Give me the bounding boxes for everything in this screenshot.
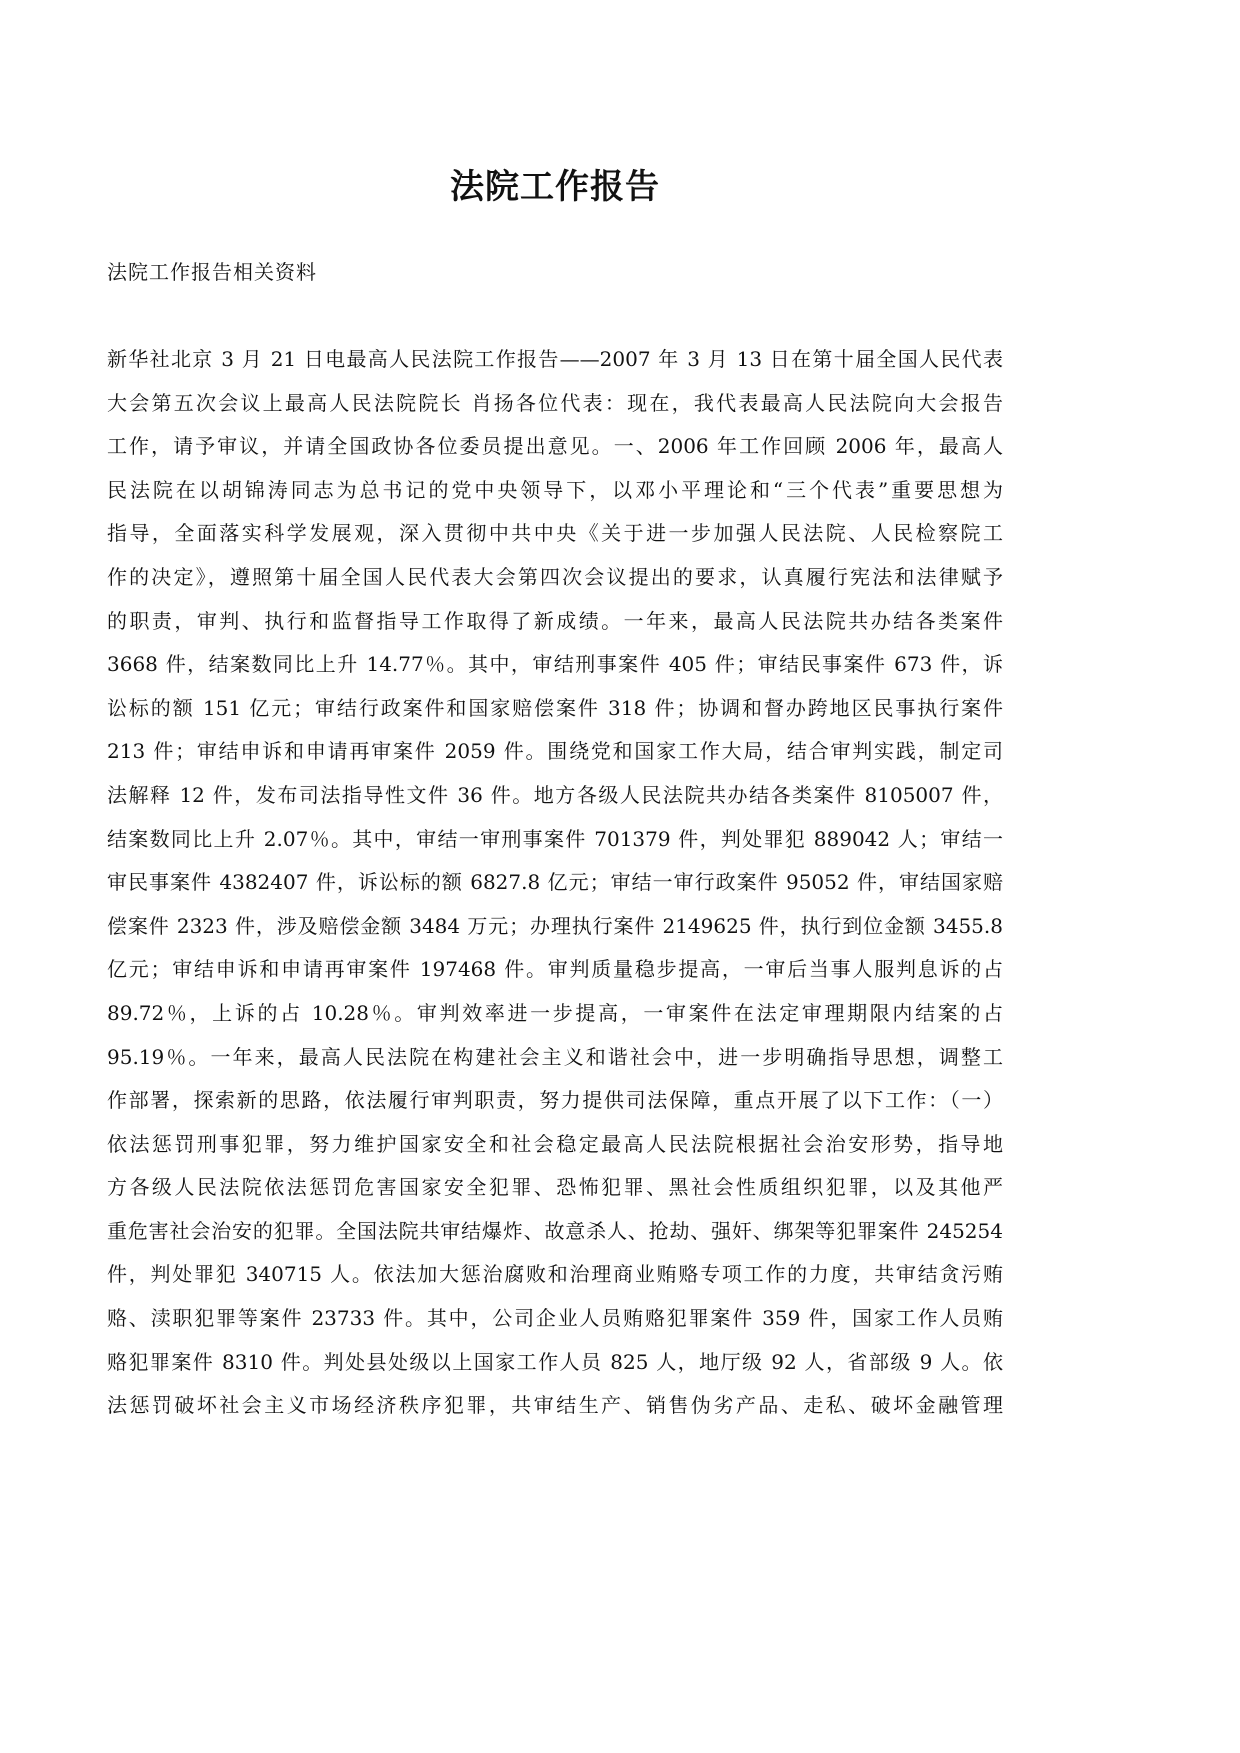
body-line: 法惩罚破坏社会主义市场经济秩序犯罪，共审结生产、销售伪劣产品、走私、破坏金融管理 <box>107 1393 1003 1418</box>
body-line: 结案数同比上升 2.07％。其中，审结一审刑事案件 701379 件，判处罪犯 889042 人；审结一 <box>107 826 1003 851</box>
body-line: 213 件；审结申诉和申请再审案件 2059 件。围绕党和国家工作大局，结合审判实践，制定司 <box>107 739 1003 764</box>
body-line: 作的决定》，遵照第十届全国人民代表大会第四次会议提出的要求，认真履行宪法和法律赋予 <box>107 564 1003 589</box>
body-line: 依法惩罚刑事犯罪，努力维护国家安全和社会稳定最高人民法院根据社会治安形势，指导地 <box>107 1131 1003 1156</box>
body-line: 法解释 12 件，发布司法指导性文件 36 件。地方各级人民法院共办结各类案件 8105007 件， <box>107 782 1003 807</box>
body-line: 赂犯罪案件 8310 件。判处县处级以上国家工作人员 825 人，地厅级 92 人，省部级 9 人。依 <box>107 1349 1003 1374</box>
body-line: 工作，请予审议，并请全国政协各位委员提出意见。一、2006 年工作回顾 2006 年，最高人 <box>107 434 1003 459</box>
body-line: 3668 件，结案数同比上升 14.77％。其中，审结刑事案件 405 件；审结民事案件 673 件，诉 <box>107 652 1003 677</box>
body-line: 新华社北京 3 月 21 日电最高人民法院工作报告——2007 年 3 月 13 日在第十届全国人民代表 <box>107 347 1003 371</box>
body-line: 大会第五次会议上最高人民法院院长 肖扬各位代表：现在，我代表最高人民法院向大会报告 <box>107 390 1003 415</box>
body-line: 亿元；审结申诉和申请再审案件 197468 件。审判质量稳步提高，一审后当事人服判息诉的占 <box>107 957 1003 982</box>
body-line: 件，判处罪犯 340715 人。依法加大惩治腐败和治理商业贿赂专项工作的力度，共审结贪污贿 <box>107 1262 1003 1287</box>
body-line: 95.19％。一年来，最高人民法院在构建社会主义和谐社会中，进一步明确指导思想，调整工 <box>107 1044 1003 1069</box>
body-line: 民法院在以胡锦涛同志为总书记的党中央领导下，以邓小平理论和“三个代表”重要思想为 <box>107 477 1003 502</box>
body-line: 重危害社会治安的犯罪。全国法院共审结爆炸、故意杀人、抢劫、强奸、绑架等犯罪案件 245254 <box>107 1218 1003 1243</box>
body-paragraph <box>107 338 1003 1428</box>
body-line: 89.72％，上诉的占 10.28％。审判效率进一步提高，一审案件在法定审理期限内结案的占 <box>107 1000 1003 1025</box>
body-line: 审民事案件 4382407 件，诉讼标的额 6827.8 亿元；审结一审行政案件 95052 件，审结国家赔 <box>107 870 1003 895</box>
page-title: 法院工作报告 <box>450 166 660 207</box>
body-line: 偿案件 2323 件，涉及赔偿金额 3484 万元；办理执行案件 2149625 件，执行到位金额 3455.8 <box>107 913 1003 938</box>
body-line: 赂、渎职犯罪等案件 23733 件。其中，公司企业人员贿赂犯罪案件 359 件，国家工作人员贿 <box>107 1306 1003 1331</box>
body-line: 指导，全面落实科学发展观，深入贯彻中共中央《关于进一步加强人民法院、人民检察院工 <box>107 521 1003 546</box>
document-subtitle: 法院工作报告相关资料 <box>107 260 317 284</box>
body-line: 讼标的额 151 亿元；审结行政案件和国家赔偿案件 318 件；协调和督办跨地区民事执行案件 <box>107 695 1003 720</box>
body-line: 作部署，探索新的思路，依法履行审判职责，努力提供司法保障，重点开展了以下工作：（一） <box>107 1088 1003 1113</box>
body-line: 的职责，审判、执行和监督指导工作取得了新成绩。一年来，最高人民法院共办结各类案件 <box>107 608 1003 633</box>
body-line: 方各级人民法院依法惩罚危害国家安全犯罪、恐怖犯罪、黑社会性质组织犯罪，以及其他严 <box>107 1175 1003 1200</box>
